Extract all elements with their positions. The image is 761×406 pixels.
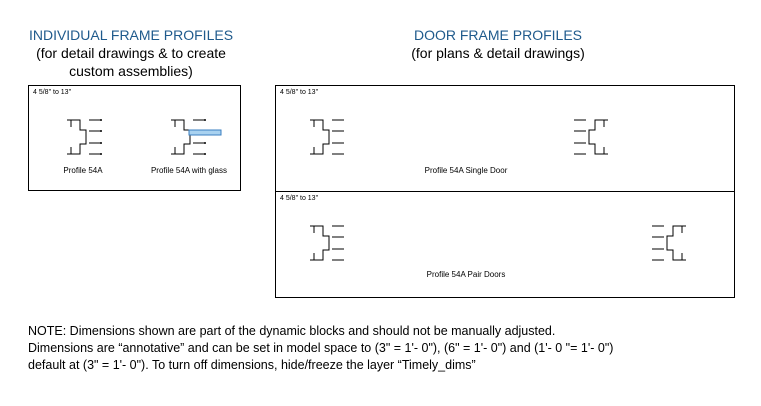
single-door-range-label: 4 5/8" to 13": [280, 89, 319, 96]
dimensions-note: [28, 323, 748, 374]
profile-54a-label: Profile 54A: [63, 166, 103, 175]
individual-profiles-heading: [18, 26, 244, 80]
pair-doors-label: Profile 54A Pair Doors: [426, 270, 506, 279]
single-door-label: Profile 54A Single Door: [424, 166, 508, 175]
individual-profiles-panel: [28, 85, 241, 191]
individual-profiles-title: INDIVIDUAL FRAME PROFILES: [28, 27, 234, 43]
door-profiles-heading: [360, 26, 636, 62]
door-profiles-subtitle: (for plans & detail drawings): [411, 45, 585, 61]
glass-pane: [189, 130, 221, 135]
pair-doors-range-label: 4 5/8" to 13": [280, 195, 319, 202]
note-line-2: Dimensions are “annotative” and can be set in model space to (3" = 1'- 0"), (6" = 1'- 0") and (1'- 0 "= 1'- 0"): [28, 341, 614, 355]
profile-54a-with-glass-label: Profile 54A with glass: [150, 166, 228, 175]
individual-profiles-subtitle-line2: custom assemblies): [69, 63, 193, 79]
note-line-3: default at (3" = 1'- 0"). To turn off dimensions, hide/freeze the layer “Timely_dims”: [28, 358, 476, 372]
single-door-panel: [275, 85, 735, 192]
single-door-left-jamb[interactable]: [306, 116, 352, 160]
profile-54a-with-glass-drawing[interactable]: [167, 116, 227, 160]
individual-range-label: 4 5/8" to 13": [33, 89, 72, 96]
door-profiles-title: DOOR FRAME PROFILES: [413, 27, 583, 43]
pair-doors-right-jamb[interactable]: [644, 222, 690, 266]
pair-doors-left-jamb[interactable]: [306, 222, 352, 266]
single-door-right-jamb[interactable]: [566, 116, 612, 160]
note-line-1: NOTE: Dimensions shown are part of the dynamic blocks and should not be manually adjusted.: [28, 324, 556, 338]
profile-54a-drawing[interactable]: [63, 116, 109, 160]
pair-doors-panel: [275, 191, 735, 298]
individual-profiles-subtitle-line1: (for detail drawings & to create: [36, 45, 226, 61]
